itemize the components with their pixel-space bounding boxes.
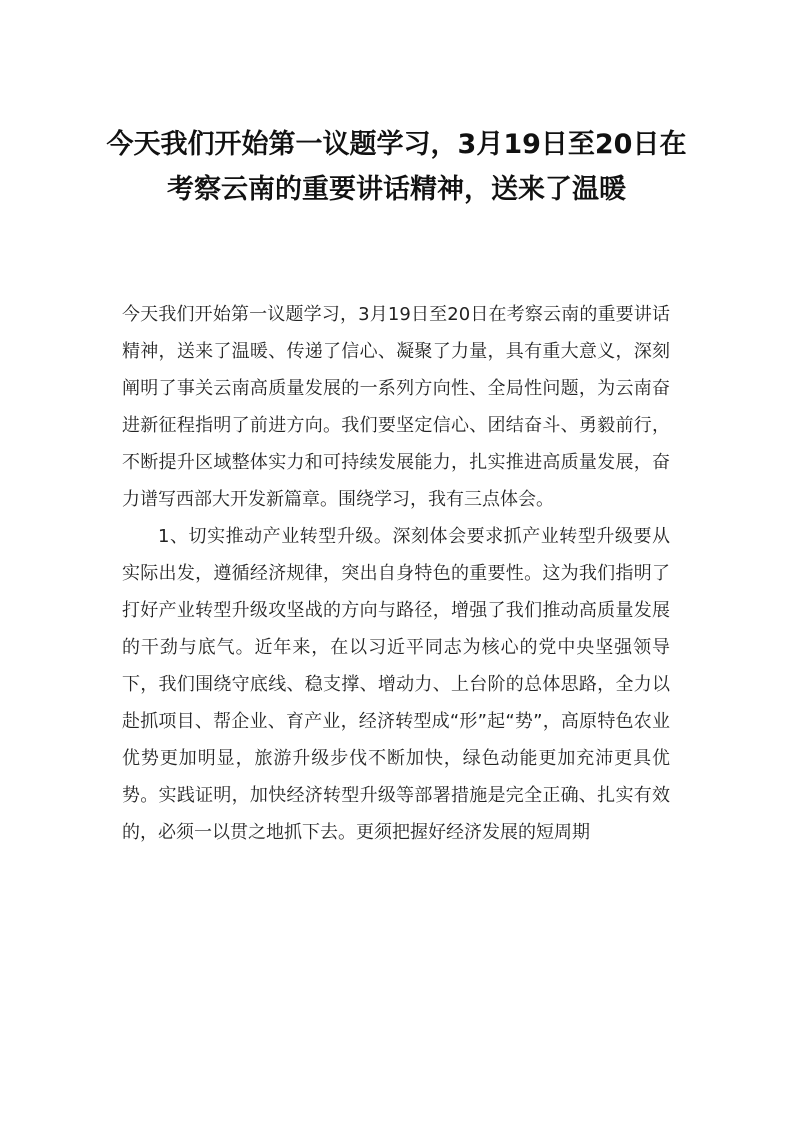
document-title: 今天我们开始第一议题学习，3月19日至20日在考察云南的重要讲话精神，送来了温暖: [106, 129, 687, 205]
paragraph-intro: 今天我们开始第一议题学习，3月19日至20日在考察云南的重要讲话精神，送来了温暖、传递了信心、凝聚了力量，具有重大意义，深刻阐明了事关云南高质量发展的一系列方向性、全局性问题，为云南奋进新征程指明了前进方向。我们要坚定信心、团结奋斗、勇毅前行，不断提升区域整体实力和可持续发展能力，扎实推进高质量发展，奋力谱写西部大开发新篇章。围绕学习，我有三点体会。: [122, 304, 670, 510]
document-body: [122, 296, 670, 851]
paragraph-point-1: 1、切实推动产业转型升级。深刻体会要求抓产业转型升级要从实际出发，遵循经济规律，突出自身特色的重要性。这为我们指明了打好产业转型升级攻坚战的方向与路径，增强了我们推动高质量发展的干劲与底气。近年来，在以习近平同志为核心的党中央坚强领导下，我们围绕守底线、稳支撑、增动力、上台阶的总体思路，全力以赴抓项目、帮企业、育产业，经济转型成“形”起“势”，高原特色农业优势更加明显，旅游升级步伐不断加快，绿色动能更加充沛更具优势。实践证明，加快经济转型升级等部署措施是完全正确、扎实有效的，必须一以贯之地抓下去。更须把握好经济发展的短周期: [122, 526, 670, 843]
